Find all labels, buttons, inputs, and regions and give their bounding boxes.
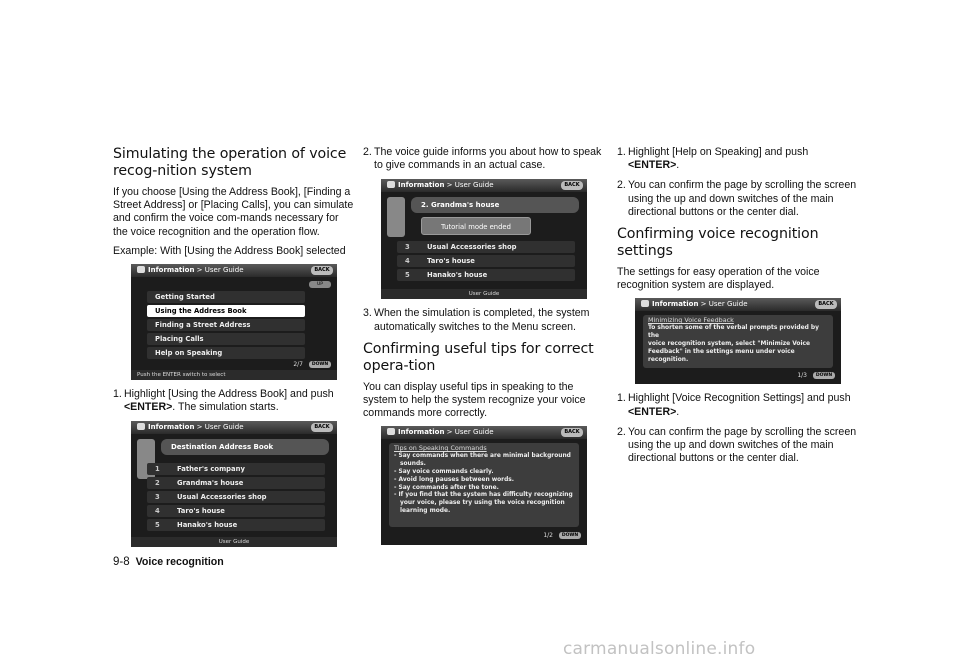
item-number: 4 [155, 507, 160, 516]
step-text-a: Highlight [Using the Address Book] and push [124, 388, 334, 401]
settings-title: Minimizing Voice Feedback [648, 316, 734, 325]
step-help-1 [617, 146, 859, 172]
step-settings-2 [617, 426, 859, 466]
column-2 [363, 146, 605, 553]
step-text-b: . [676, 405, 680, 418]
list-item [147, 491, 325, 503]
item-label: Usual Accessories shop [177, 493, 267, 502]
step-number: 2. [617, 179, 626, 192]
info-icon [387, 181, 395, 188]
screen-footer: Push the ENTER switch to select [131, 370, 337, 380]
item-label: Grandma's house [177, 479, 244, 488]
address-book-icon [387, 197, 405, 237]
item-number: 3 [405, 243, 410, 252]
screen-minimizing-feedback [635, 298, 841, 384]
settings-line: voice recognition system, select "Minimize Voice [648, 341, 810, 348]
item-label: Father's company [177, 465, 245, 474]
item-label: Taro's house [427, 257, 475, 266]
down-button: DOWN [309, 361, 331, 368]
list-item [147, 519, 325, 531]
list-item [397, 255, 575, 267]
list-item [147, 477, 325, 489]
step-3 [363, 307, 605, 333]
column-3 [617, 146, 859, 472]
tip-line: - Say commands after the tone. [394, 484, 499, 491]
header-prefix: Information [652, 300, 699, 309]
example-paragraph: Example: With [Using the Address Book] selected [113, 244, 346, 257]
step-settings-1 [617, 392, 859, 418]
list-item: Getting Started [147, 291, 305, 303]
step-text-a: Highlight [Help on Speaking] and push [628, 146, 809, 158]
header-prefix: Information [398, 181, 445, 190]
page-indicator: 1/2 [543, 532, 553, 540]
info-icon [387, 428, 395, 435]
step-text-b: . [676, 159, 680, 172]
screen-footer: User Guide [131, 537, 337, 547]
section-heading-simulating: Simulating the operation of voice recog-nition system [113, 146, 347, 179]
item-label: Usual Accessories shop [427, 243, 517, 252]
section-heading-vr-settings: Confirming voice recognition settings [617, 226, 819, 260]
list-item-selected: Using the Address Book [147, 305, 305, 317]
tips-paragraph: You can display useful tips in speaking to the system to help the system recognize your voice commands more correctly. [363, 380, 586, 420]
page-number: 9-8 [113, 556, 130, 568]
settings-line: To shorten some of the verbal prompts provided by the [648, 325, 819, 340]
settings-line: Feedback" in the settings menu under voice recognition. [648, 348, 795, 363]
item-label: Hanako's house [177, 521, 238, 530]
step-number: 2. [617, 425, 626, 438]
settings-content [643, 315, 833, 368]
item-number: 3 [155, 493, 160, 502]
item-number: 4 [405, 257, 410, 266]
list-item [397, 241, 575, 253]
page-indicator: 1/3 [797, 372, 807, 380]
back-button: BACK [815, 300, 837, 309]
screen-header [131, 421, 337, 434]
settings-paragraph: The settings for easy operation of the voice recognition system are displayed. [617, 266, 820, 292]
tip-line: your voice, please try using the voice recognition [400, 500, 565, 507]
tips-title: Tips on Speaking Commands [394, 444, 487, 453]
enter-key-label: <ENTER> [628, 405, 677, 418]
page-indicator: 2/7 [293, 361, 303, 369]
enter-key-label: <ENTER> [628, 159, 677, 172]
down-button: DOWN [559, 532, 581, 539]
item-number: 5 [405, 271, 410, 280]
step-2 [363, 146, 605, 172]
step-text: When the simulation is completed, the system automatically switches to the Menu screen. [374, 307, 590, 333]
address-list [147, 463, 325, 533]
watermark: carmanualsonline.info [563, 639, 756, 659]
step-number: 1. [617, 392, 626, 405]
tip-line: - Avoid long pauses between words. [394, 476, 515, 483]
info-icon [137, 423, 145, 430]
screen-tips-on-speaking [381, 426, 587, 545]
header-suffix: > User Guide [444, 428, 494, 437]
screen-destination-address-book [131, 421, 337, 547]
page-footer [113, 556, 224, 568]
item-number: 2 [155, 479, 160, 488]
menu-list [147, 291, 305, 361]
screen-header [635, 298, 841, 311]
tip-line: sounds. [400, 461, 426, 468]
screen-header [381, 179, 587, 192]
section-name: Voice recognition [135, 556, 224, 568]
column-1 [113, 146, 355, 555]
item-number: 5 [155, 521, 160, 530]
item-label: Taro's house [177, 507, 225, 516]
screen-user-guide-menu [131, 264, 337, 380]
back-button: BACK [561, 181, 583, 190]
header-suffix: > User Guide [194, 423, 244, 432]
item-label: Hanako's house [427, 271, 488, 280]
tips-content [389, 443, 579, 527]
header-prefix: Information [148, 266, 195, 275]
list-item: Finding a Street Address [147, 319, 305, 331]
list-item [397, 269, 575, 281]
list-item: Help on Speaking [147, 347, 305, 359]
step-text-b: . The simulation starts. [172, 401, 279, 414]
down-button: DOWN [813, 372, 835, 379]
info-icon [641, 300, 649, 307]
screen-footer: User Guide [381, 289, 587, 299]
list-item [147, 505, 325, 517]
screen-banner: 2. Grandma's house [411, 197, 579, 213]
screen-header [381, 426, 587, 439]
step-number: 1. [617, 146, 626, 158]
header-suffix: > User Guide [444, 181, 494, 190]
item-number: 1 [155, 465, 160, 474]
info-icon [137, 266, 145, 273]
screen-tutorial-ended [381, 179, 587, 299]
step-number: 1. [113, 388, 122, 401]
tip-line: - If you find that the system has difficulty recognizing [394, 492, 573, 499]
step-number: 3. [363, 307, 372, 320]
step-text-a: Highlight [Voice Recognition Settings] and push [628, 392, 851, 405]
tip-line: learning mode. [400, 508, 451, 514]
tutorial-popup: Tutorial mode ended [421, 217, 531, 235]
header-prefix: Information [398, 428, 445, 437]
enter-key-label: <ENTER> [124, 401, 173, 414]
header-suffix: > User Guide [194, 266, 244, 275]
step-text [628, 392, 859, 418]
header-prefix: Information [148, 423, 195, 432]
list-item [147, 463, 325, 475]
up-button: UP [309, 281, 331, 288]
step-text: You can confirm the page by scrolling the screen using the up and down switches of the main directional buttons or the center dial. [628, 179, 857, 218]
back-button: BACK [311, 423, 333, 432]
step-text: The voice guide informs you about how to speak to give commands in an actual case. [374, 146, 602, 172]
tip-line: - Say commands when there are minimal background [394, 453, 571, 460]
address-list [397, 241, 575, 283]
screen-banner: Destination Address Book [161, 439, 329, 455]
step-text [124, 388, 355, 414]
section-heading-useful-tips: Confirming useful tips for correct opera-tion [363, 340, 594, 374]
header-suffix: > User Guide [698, 300, 748, 309]
list-item: Placing Calls [147, 333, 305, 345]
screen-header [131, 264, 337, 277]
intro-paragraph: If you choose [Using the Address Book], [Finding a Street Address] or [Placing Calls], you can simulate and confirm the voice com-mands necessary for the voice recognition and the operation flow. [113, 186, 354, 238]
step-help-2 [617, 179, 859, 219]
step-text [628, 146, 859, 172]
tip-line: - Say voice commands clearly. [394, 469, 494, 476]
back-button: BACK [561, 428, 583, 437]
step-number: 2. [363, 146, 372, 158]
back-button: BACK [311, 266, 333, 275]
step-1 [113, 388, 355, 414]
step-text: You can confirm the page by scrolling the screen using the up and down switches of the main directional buttons or the center dial. [628, 425, 857, 465]
